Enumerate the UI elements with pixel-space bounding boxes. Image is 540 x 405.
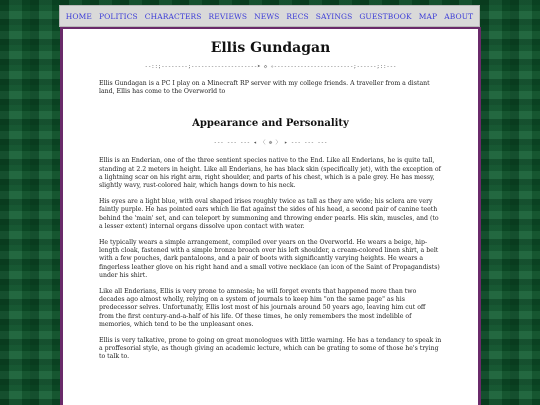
intro-paragraph: Ellis Gundagan is a PC I play on a Minecraft RP server with my college friends. A traveller from a distant land, Ellis has come to the Overworld to (99, 80, 430, 96)
body-paragraph: Ellis is an Enderian, one of the three sentient species native to the End. Like all Enderians, he is quite tall, standing at 2.2 meters in height. Like all Enderians, he has black skin (specifically jet), with the exception of a lightning scar on his right arm, right shoulder, and parts of his chest, which is a pale grey. He has messy, slightly wavy, rust-colored hair, which hangs down to his neck. (99, 157, 441, 190)
article-body (63, 80, 478, 362)
body-paragraph: Ellis is very talkative, prone to going on great monologues with little warning. He has a tendancy to speak in a proffesorial style, as though giving an academic lecture, which can be grating to some of those he's trying to talk to. (99, 337, 442, 361)
content-page (60, 27, 481, 405)
nav-link-about[interactable]: ABOUT (444, 11, 474, 21)
top-nav-bar (59, 5, 480, 27)
nav-link-characters[interactable]: CHARACTERS (144, 11, 202, 21)
section-divider: --- --- --- ◂ 〈 ❁ 〉 ▸ --- --- --- (213, 140, 328, 147)
nav-link-news[interactable]: NEWS (254, 11, 280, 21)
body-paragraph: His eyes are a light blue, with oval shaped irises roughly twice as tall as they are wide; his sclera are very faintly purple. He has pointed ears which lie flat against the sides of his head, a second pair of canine teeth behind the 'main' set, and can teleport by summoning and throwing ender pearls. His skin, muscles, and (to a lesser extent) internal organs dissolve upon contact with water. (99, 198, 439, 230)
body-paragraph: Like all Enderians, Ellis is very prone to amnesia; he will forget events that happened more than two decades ago almost wholly, relying on a system of journals to keep him "on the same page" as his predecessor selves. Unfortunatly, Ellis lost most of his journals around 50 years ago, leaving him cut off from the first century-and-a-half of his life. Of these times, he only remembers the most indelible of memories, which tend to be the unpleasant ones. (99, 288, 426, 328)
nav-link-map[interactable]: MAP (418, 11, 438, 21)
title-divider: --::;--------;--------------------➤ ◇ ✧------------------------;------;::--- (144, 64, 397, 70)
nav-link-recs[interactable]: RECS (286, 11, 309, 21)
section-heading: Appearance and Personality (192, 118, 349, 130)
body-paragraph: He typically wears a simple arrangement, compiled over years on the Overworld. He wears a beige, hip-length cloak, fastened with a simple bronze broach over his left shoulder, a cream-colored linen shirt, a belt with a few pouches, dark pantaloons, and a pair of boots with significantly varying heights. He wears a fingerless leather glove on his right hand and a small votive necklace (an icon of the Saint of Propagandists) under his shirt. (99, 239, 440, 279)
nav-link-reviews[interactable]: REVIEWS (208, 11, 248, 21)
nav-link-politics[interactable]: POLITICS (99, 11, 138, 21)
nav-link-sayings[interactable]: SAYINGS (315, 11, 353, 21)
nav-link-home[interactable]: HOME (65, 11, 92, 21)
nav-link-guestbook[interactable]: GUESTBOOK (359, 11, 412, 21)
page-title: Ellis Gundagan (210, 40, 331, 56)
